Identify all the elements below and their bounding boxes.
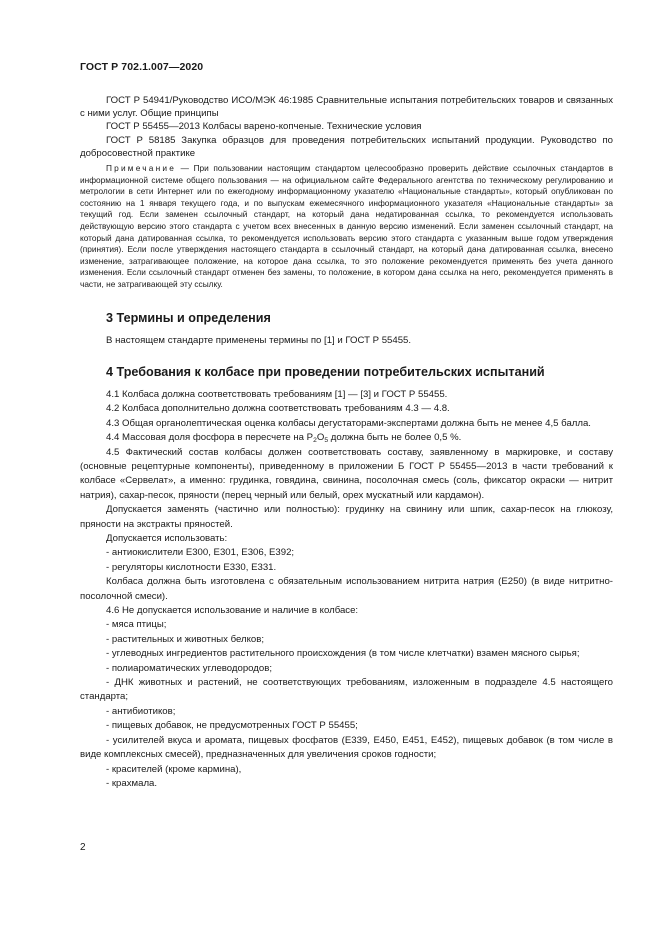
list-item: - полиароматических углеводородов; (106, 662, 272, 674)
note-text: — При пользовании настоящим стандартом целесообразно проверить действие ссылочных стандартов в информационной системе общего пользования — на официальном сайте Федерального агентства по техническому регулированию и метрологии в сети Интернет или по ежегодному информационному указателю «Национальные стандарты», который опубликован по состоянию на 1 января текущего года, и по выпускам ежемесячного информационного указателя «Национальные стандарты» за текущий год. Если заменен ссылочный стандарт, на который дана недатированная ссылка, то рекомендуется использовать действующую версию этого стандарта с учетом всех внесенных в данную версию изменений. Если заменен ссылочный стандарт, на который дана датированная ссылка, то рекомендуется использовать версию этого стандарта с указанным выше годом утверждения (принятия). Если после утверждения настоящего стандарта в ссылочный стандарт, на который дана датированная ссылка, внесено изменение, затрагивающее положение, на которое дана ссылка, то это положение рекомендуется применять без учета данного изменения. Если ссылочный стандарт отменен без замены, то положение, в котором дана ссылка на него, рекомендуется применять в части, не затрагивающей эту ссылку. (80, 163, 613, 289)
list-item: - красителей (кроме кармина), (106, 763, 242, 775)
subscript: 2 (313, 437, 317, 445)
list-item: - усилителей вкуса и аромата, пищевых фосфатов (Е339, Е450, Е451, Е452), пищевых добавок (в том числе в виде комплексных смесей), предназначенных для увеличения сроков годности; (80, 734, 613, 761)
clause-4-4 (80, 431, 613, 445)
reference-item: ГОСТ Р 55455—2013 Колбасы варено-копченые. Технические условия (106, 121, 422, 133)
document-body (80, 94, 613, 791)
subscript: 5 (324, 437, 329, 445)
document-header: ГОСТ Р 702.1.007—2020 (80, 61, 204, 73)
note-label: Примечание (106, 163, 177, 174)
clause-4-4-text: O (316, 432, 325, 444)
clause-4-6: 4.6 Не допускается использование и наличие в колбасе: (106, 605, 359, 617)
section-4-heading: 4 Требования к колбасе при проведении потребительских испытаний (106, 364, 545, 379)
reference-item: ГОСТ Р 54941/Руководство ИСО/МЭК 46:1985 Сравнительные испытания потребительских товаров и связанных с ними услуг. Общие принципы (80, 95, 613, 120)
list-item: - крахмала. (106, 777, 158, 789)
page-number: 2 (80, 842, 86, 853)
section-3-text: В настоящем стандарте применены термины по [1] и ГОСТ Р 55455. (106, 334, 412, 346)
list-item: - регуляторы кислотности Е330, Е331. (106, 561, 277, 573)
section-3-heading: 3 Термины и определения (106, 310, 271, 325)
list-item: - растительных и животных белков; (106, 633, 265, 645)
list-item: - антиокислители Е300, Е301, Е306, Е392; (106, 547, 295, 559)
nitrite-paragraph: Колбаса должна быть изготовлена с обязательным использованием нитрита натрия (Е250) (в виде нитритно-посолочной смеси). (80, 576, 613, 602)
clause-4-4-text: 4.4 Массовая доля фосфора в пересчете на P (106, 432, 314, 444)
reference-item: ГОСТ Р 58185 Закупка образцов для проведения потребительских испытаний продукции. Руководство по добросовестной практике (80, 134, 613, 159)
note-paragraph (80, 163, 613, 291)
clause-4-1: 4.1 Колбаса должна соответствовать требованиям [1] — [3] и ГОСТ Р 55455. (106, 388, 448, 400)
list-item: - антибиотиков; (106, 705, 176, 717)
clause-4-2: 4.2 Колбаса дополнительно должна соответствовать требованиям 4.3 — 4.8. (106, 403, 450, 415)
allowed-paragraph: Допускается использовать: (106, 533, 228, 545)
list-item: - пищевых добавок, не предусмотренных ГОСТ Р 55455; (106, 720, 358, 732)
replacement-paragraph: Допускается заменять (частично или полностью): грудинку на свинину или шпик, сахар-песок на глюкозу, пряности на экстракты пряностей. (80, 504, 613, 530)
list-item: - ДНК животных и растений, не соответствующих требованиям, изложенным в подразделе 4.5 настоящего стандарта; (80, 677, 613, 703)
clause-4-4-text: должна быть не более 0,5 %. (328, 432, 462, 444)
list-item: - углеводных ингредиентов растительного происхождения (в том числе клетчатки) взамен мясного сырья; (106, 648, 580, 660)
clause-4-3: 4.3 Общая органолептическая оценка колбасы дегустаторами-экспертами должна быть не менее 4,5 балла. (106, 417, 591, 429)
list-item: - мяса птицы; (106, 619, 167, 631)
clause-4-5: 4.5 Фактический состав колбасы должен соответствовать составу, заявленному в маркировке, и составу (основные рецептурные компоненты), приведенному в приложении Б ГОСТ Р 55455—2013 в части требований к колбасе «Сервелат», а именно: грудинка, говядина, свинина, посолочная смесь (соль, фиксатор окраски — нитрит натрия), сахар-песок, пряности (перец черный или белый, орех мускатный или кардамон). (80, 446, 613, 501)
